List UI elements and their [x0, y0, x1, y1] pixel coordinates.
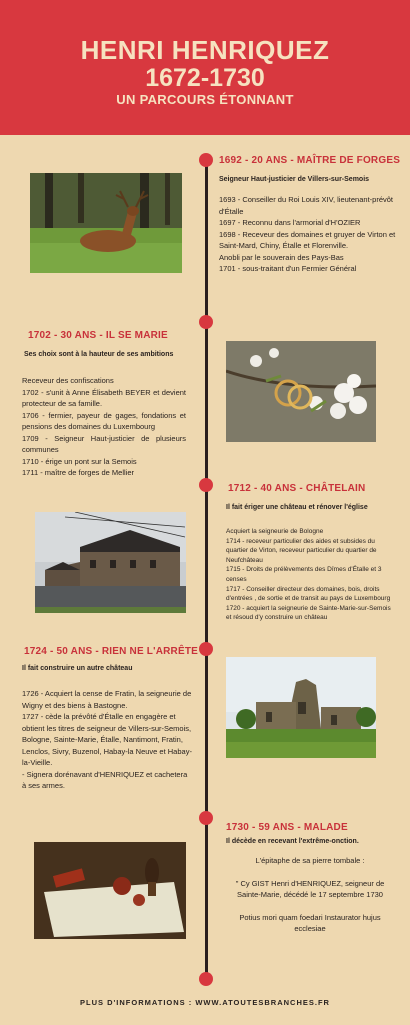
section-5-subheading: Il décède en recevant l'extrême-onction.: [226, 838, 359, 845]
section-3-line: 1714 - receveur particulier des aides et subsides du quartier de Virton, receveur particulier du quartier de Neufchâteau: [226, 537, 377, 564]
section-2-line: 1702 - s'unit à Anne Élisabeth BEYER et devient protecteur de sa famille.: [22, 387, 186, 408]
section-3-line: 1715 - Droits de prélèvements des Dîmes d'Étalle et 3 censes: [226, 566, 382, 583]
section-2-line: 1710 - érige un pont sur la Semois: [22, 456, 137, 466]
footer-info: PLUS D'INFORMATIONS : WWW.ATOUTESBRANCHES.FR: [80, 998, 330, 1007]
epitaph-intro: L'épitaphe de sa pierre tombale :: [255, 856, 365, 865]
section-5-heading: 1730 - 59 ANS - MALADE: [226, 822, 348, 833]
section-4-line: 1727 - cède la prévôté d'Étalle en engagère et obtient les titres de seigneur de Villers-sur-Semois, Bologne, Sainte-Marie, Étalle, Nantimont, Fratin, Lenclos, Sivry, Buzenol, Habay-la Neuve et Habay-la-Vieille.: [22, 712, 192, 767]
section-4-heading: 1724 - 50 ANS - RIEN NE L'ARRÊTE: [24, 646, 199, 657]
timeline-dot: [199, 972, 213, 986]
timeline-line: [205, 158, 208, 978]
section-5-body: [224, 855, 396, 935]
timeline-dot: [199, 315, 213, 329]
section-1-line: 1701 - sous-traitant d'un Fermier Général: [219, 264, 357, 273]
section-4-subheading: Il fait construire un autre château: [22, 665, 133, 672]
section-2-heading: 1702 - 30 ANS - IL SE MARIE: [28, 330, 168, 341]
section-3-heading: 1712 - 40 ANS - CHÂTELAIN: [228, 483, 366, 494]
section-4-body: [22, 688, 192, 792]
section-3-body: [226, 527, 394, 623]
latin-motto: Potius mori quam foedari Instaurator hujus ecclesiae: [239, 912, 381, 933]
ruins-photo: [226, 657, 376, 758]
section-2-line: 1706 - fermier, payeur de gages, fondations et pensions des domaines du Luxembourg: [22, 410, 186, 431]
section-1-line: 1698 - Receveur des domaines et gruyer de Virton et Saint-Mard, Chiny, Étalle et Florenville.: [219, 229, 396, 250]
page-years: 1672-1730: [145, 64, 265, 92]
section-1-line: 1697 - Reconnu dans l'armorial d'H'OZIER: [219, 218, 361, 227]
section-4-line: - Signera dorénavant d'HENRIQUEZ et cachetera à ses armes.: [22, 769, 188, 790]
page-subtitle: UN PARCOURS ÉTONNANT: [116, 92, 294, 107]
chateau-photo: [35, 512, 186, 613]
timeline-dot: [199, 478, 213, 492]
section-1-body: [219, 194, 399, 275]
section-2-body: [22, 375, 186, 479]
section-1-heading: 1692 - 20 ANS - MAÎTRE DE FORGES: [219, 155, 401, 166]
wedding-rings-photo: [226, 341, 376, 442]
epitaph-text: " Cy GIST Henri d'HENRIQUEZ, seigneur de Sainte-Marie, décédé le 17 septembre 1730: [235, 878, 385, 899]
timeline-dot: [199, 153, 213, 167]
section-2-line: Receveur des confiscations: [22, 376, 114, 385]
page-title: HENRI HENRIQUEZ: [80, 35, 330, 65]
section-3-subheading: Il fait ériger une château et rénover l'église: [226, 504, 368, 511]
section-4-line: 1726 - Acquiert la cense de Fratin, la seigneurie de Wigny et des biens à Bastogne.: [22, 689, 192, 710]
section-3-line: 1717 - Conseiller directeur des domaines, bois, droits d'entrées , de sortie et de transit au pays de Luxembourg: [226, 585, 391, 603]
timeline-dot: [199, 642, 213, 656]
wax-seal-photo: [34, 842, 186, 939]
section-1-line: 1693 - Conseiller du Roi Louis XIV, lieutenant-prévôt d'Étalle: [219, 195, 393, 216]
section-3-line: Acquiert la seigneurie de Bologne: [226, 528, 324, 535]
deer-photo: [30, 173, 182, 273]
timeline-dot: [199, 811, 213, 825]
section-2-line: 1709 - Seigneur Haut-justicier de plusieurs communes: [22, 433, 186, 454]
section-3-line: 1720 - acquiert la seigneurie de Sainte-Marie-sur-Semois et résoud d'y construire un château: [226, 604, 391, 622]
section-1-subheading: Seigneur Haut-justicier de Villers-sur-Semois: [219, 176, 370, 183]
header-banner: [0, 0, 410, 135]
section-2-line: 1711 - maître de forges de Mellier: [22, 468, 134, 477]
section-2-subheading: Ses choix sont à la hauteur de ses ambitions: [24, 351, 174, 358]
section-1-line: Anobli par le souverain des Pays-Bas: [219, 252, 344, 262]
